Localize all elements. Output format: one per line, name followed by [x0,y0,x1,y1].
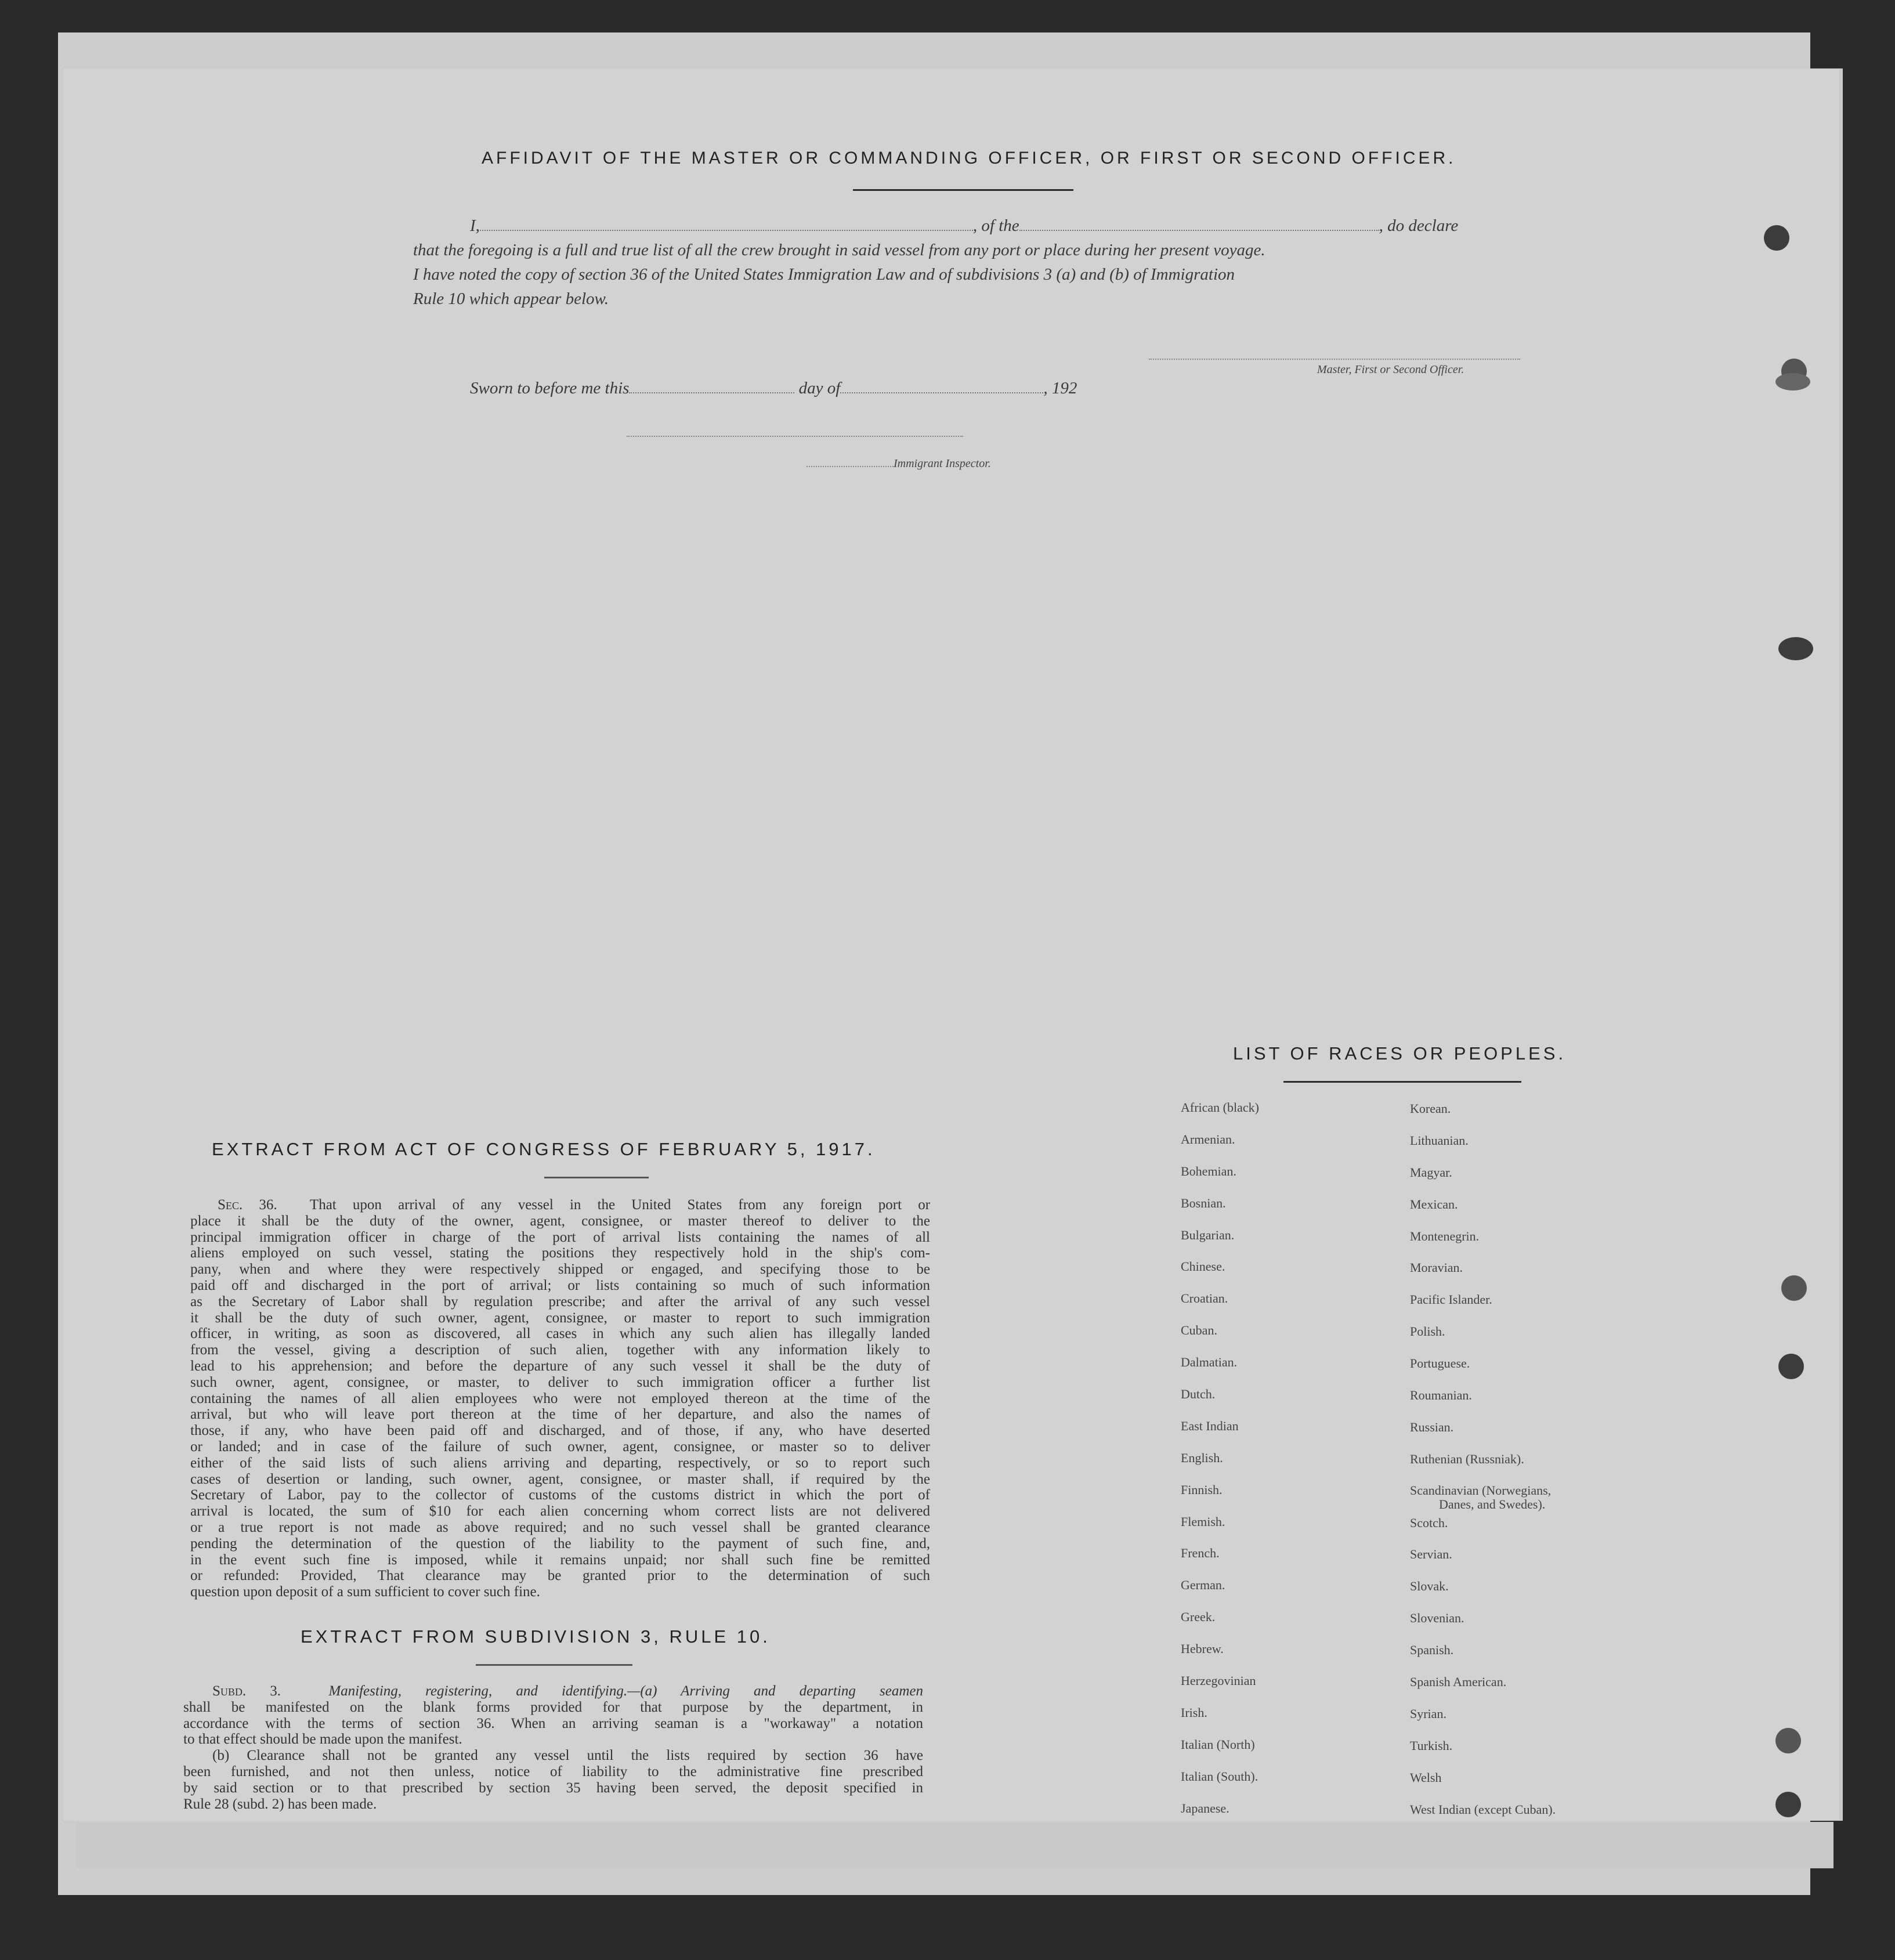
sworn-day-of: day of [798,379,841,397]
rule-line: (b) Clearance shall not be granted any vessel until the lists required by section 36 have [212,1748,923,1764]
race-item: Ruthenian (Russniak). [1410,1451,1524,1466]
act-line: aliens employed on such vessel, stating the positions they respectively hold in the ship's com- [190,1245,930,1261]
act-line: or a true report is not made as above required; and no such vessel shall be granted clearance [190,1519,930,1535]
rule-line-text: Manifesting, registering, and identifying.—(a) Arriving and departing seamen [328,1683,923,1699]
sworn-line [470,376,1077,400]
sworn-month-field[interactable] [840,392,1043,393]
act-line [190,1197,930,1213]
act-line: cases of desertion or landing, such owner, agent, consignee, or master shall, if required by the [190,1471,930,1487]
race-item: Flemish. [1181,1514,1225,1529]
rule-line: accordance with the terms of section 36. When an arriving seaman is a "workaway" a notation [183,1715,923,1731]
affidavit-line-2: that the foregoing is a full and true list of all the crew brought in said vessel from any port or place during her present voyage. [413,241,1265,259]
act-line: pany, when and where they were respectively shipped or engaged, and specifying those to be [190,1261,930,1278]
race-item: Roumanian. [1410,1388,1472,1403]
act-line: lead to his apprehension; and before the departure of any such vessel it shall be the duty of [190,1358,930,1374]
race-item: Polish. [1410,1324,1445,1339]
master-signature-label: Master, First or Second Officer. [1317,363,1464,376]
race-item: Herzegovinian [1181,1673,1256,1688]
race-item: Magyar. [1410,1165,1452,1180]
act-line: paid off and discharged in the port of arrival; or lists containing so much of such information [190,1277,930,1293]
race-item: Welsh [1410,1770,1442,1785]
race-item: Irish. [1181,1705,1207,1720]
race-item: Bosnian. [1181,1195,1226,1210]
race-item: Spanish. [1410,1643,1454,1658]
race-item: Greek. [1181,1610,1216,1625]
inspector-label: Immigrant Inspector. [894,457,991,470]
act-line: containing the names of all alien employees who were not employed thereon at the time of the [190,1390,930,1406]
race-item: Croatian. [1181,1291,1228,1306]
race-item: Lithuanian. [1410,1133,1469,1148]
act-line: Secretary of Labor, pay to the collector of customs of the customs district in which the port of [190,1487,930,1503]
race-item: Italian (South). [1181,1769,1258,1784]
races-title-rule [1283,1081,1521,1083]
act-line: from the vessel, giving a description of such alien, together with any information likely to [190,1342,930,1358]
act-line: either of the said lists of such aliens arriving and departing, respectively, or so to report such [190,1455,930,1471]
sec-label: Sec. 36. [218,1197,277,1213]
race-item: Mexican. [1410,1196,1458,1212]
race-item-scandinavian-cont: Danes, and Swedes). [1439,1496,1546,1511]
inspector-signature-line[interactable] [627,436,963,437]
act-line: in the event such fine is imposed, while it remains unpaid; nor shall such fine be remitted [190,1552,930,1568]
races-column-1 [1181,1100,1259,1832]
race-item: Finnish. [1181,1482,1223,1497]
binder-hole [1778,637,1813,660]
vessel-name-field[interactable] [1019,230,1379,231]
rule-extract-body [183,1683,923,1812]
race-item: Japanese. [1181,1800,1229,1816]
affidavit-title-rule [853,189,1073,191]
rule-line: shall be manifested on the blank forms provided for that purpose by the department, in [183,1699,923,1715]
act-line: question upon deposit of a sum sufficient to cover such fine. [190,1584,540,1600]
declarant-prefix: I, [470,216,480,235]
race-item: Korean. [1410,1101,1451,1116]
race-item: Bohemian. [1181,1163,1236,1178]
race-item: Armenian. [1181,1131,1235,1147]
act-extract-body [190,1197,930,1600]
sworn-day-field[interactable] [629,392,794,393]
declare-text: , do declare [1379,216,1459,235]
rule-line: by said section or to that prescribed by section 35 having been served, the deposit specified in [183,1780,923,1796]
race-item: Hebrew. [1181,1641,1224,1657]
act-line: officer, in writing, as soon as discovered, all cases in which any such alien has illegally landed [190,1326,930,1342]
act-line: those, if any, who have been paid off and discharged, and of those, if any, who have deserted [190,1423,930,1439]
sheet-edge [75,1822,1833,1868]
race-item: Portuguese. [1410,1356,1470,1371]
act-line: it shall be the duty of such owner, agent, consignee, or master to report to such immigration [190,1310,930,1326]
binder-hole [1778,1354,1804,1379]
sworn-year: , 192 [1043,379,1077,397]
rule-line [183,1683,923,1699]
act-line: arrival, but who will leave port thereon at the time of her departure, and also the names of [190,1406,930,1423]
act-line-text: That upon arrival of any vessel in the United States from any foreign port or [309,1197,931,1213]
race-item: Montenegrin. [1410,1228,1480,1243]
affidavit-title: AFFIDAVIT OF THE MASTER OR COMMANDING OFFICER, OR FIRST OR SECOND OFFICER. [482,149,1456,168]
affidavit-line-3: I have noted the copy of section 36 of the United States Immigration Law and of subdivisions 3 (a) and (b) of Immigration [413,265,1235,284]
race-item: German. [1181,1578,1225,1593]
race-item: Dutch. [1181,1387,1216,1402]
rule-line: to that effect should be made upon the manifest. [183,1731,462,1748]
inspector-signature-line-short [807,466,894,467]
race-item: Slovak. [1410,1579,1449,1594]
form-page [64,68,1843,1821]
binder-hole [1781,1275,1807,1301]
master-signature-line[interactable] [1149,359,1520,360]
race-item: Cuban. [1181,1323,1217,1338]
act-line: as the Secretary of Labor shall by regulation prescribe; and after the arrival of any such vessel [190,1293,930,1310]
affidavit-line-4: Rule 10 which appear below. [413,290,609,308]
race-item: Syrian. [1410,1706,1446,1721]
race-item: French. [1181,1546,1220,1561]
affidavit-line-1 [470,214,1458,238]
rule-extract-title-rule [476,1664,632,1666]
race-item: African (black) [1181,1100,1259,1115]
act-line: arrival is located, the sum of $10 for each alien concerning whom correct lists are not delivered [190,1503,930,1520]
act-line: or landed; and in case of the failure of such owner, agent, consignee, or master so to deliver [190,1438,930,1455]
act-line: place it shall be the duty of the owner, agent, consignee, or master thereof to deliver to the [190,1213,930,1229]
binder-hole [1775,1792,1801,1817]
binder-hole [1775,373,1810,390]
act-line: pending the determination of the question of the liability to the payment of such fine, and, [190,1535,930,1552]
race-item: Pacific Islander. [1410,1292,1492,1307]
race-item: Slovenian. [1410,1611,1464,1626]
race-item: Turkish. [1410,1738,1453,1753]
rule-extract-title: EXTRACT FROM SUBDIVISION 3, RULE 10. [301,1626,771,1647]
subd-label: Subd. 3. [212,1683,281,1699]
act-extract-title-rule [544,1177,649,1178]
races-title: LIST OF RACES OR PEOPLES. [1233,1043,1567,1064]
races-column-2 [1410,1101,1556,1834]
vessel-prefix: , of the [972,216,1019,235]
act-extract-title: EXTRACT FROM ACT OF CONGRESS OF FEBRUARY 5, 1917. [212,1139,876,1159]
race-item-scandinavian: Scandinavian (Norwegians, [1410,1482,1552,1498]
race-item: Spanish American. [1410,1675,1507,1690]
binder-hole [1764,225,1789,251]
binder-hole [1775,1728,1801,1753]
race-item: Russian. [1410,1419,1454,1434]
race-item: Servian. [1410,1547,1452,1562]
rule-line: been furnished, and not then unless, notice of liability to the administrative fine prescribed [183,1763,923,1780]
race-item: Dalmatian. [1181,1355,1238,1370]
race-item: Chinese. [1181,1259,1225,1274]
act-line: or refunded: Provided, That clearance may be granted prior to the determination of such [190,1568,930,1584]
race-item: Bulgarian. [1181,1227,1235,1242]
race-item: English. [1181,1450,1223,1465]
race-item: East Indian [1181,1418,1239,1433]
sworn-prefix: Sworn to before me this [470,379,630,397]
race-item: Italian (North) [1181,1737,1255,1752]
act-line: principal immigration officer in charge of the port of arrival lists containing the names of all [190,1229,930,1245]
race-item: West Indian (except Cuban). [1410,1802,1556,1817]
race-item: Scotch. [1410,1515,1448,1530]
declarant-name-field[interactable] [480,230,973,231]
rule-line: Rule 28 (subd. 2) has been made. [183,1796,377,1812]
act-line: such owner, agent, consignee, or master, to deliver to such immigration officer a further list [190,1374,930,1390]
race-item [1410,1484,1556,1516]
race-item: Moravian. [1410,1260,1463,1275]
